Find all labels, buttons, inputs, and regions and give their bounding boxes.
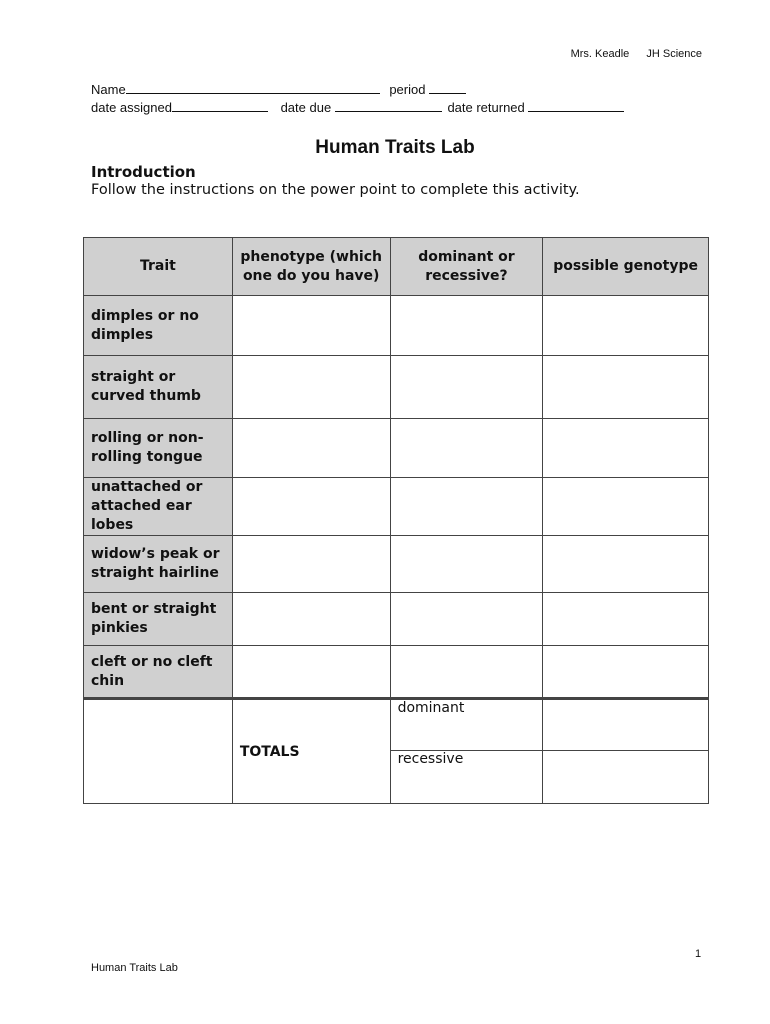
trait-label: straight or curved thumb — [84, 356, 233, 419]
header-dominant-recessive: dominant or recessive? — [390, 238, 543, 296]
header-trait: Trait — [84, 238, 233, 296]
dominance-cell[interactable] — [390, 296, 543, 356]
table-row — [84, 646, 709, 699]
trait-label: bent or straight pinkies — [84, 593, 233, 646]
trait-label: unattached or attached ear lobes — [84, 478, 233, 536]
trait-label: dimples or no dimples — [84, 296, 233, 356]
date-due-label: date due — [280, 100, 332, 115]
recessive-label: recessive — [390, 751, 543, 804]
dominant-total-cell[interactable] — [543, 699, 709, 751]
period-label: period — [389, 82, 426, 97]
table-row — [84, 419, 709, 478]
page-number: 1 — [695, 948, 702, 960]
phenotype-cell[interactable] — [232, 419, 390, 478]
dominance-cell[interactable] — [390, 646, 543, 699]
genotype-cell[interactable] — [543, 646, 709, 699]
dominance-cell[interactable] — [390, 593, 543, 646]
traits-table — [83, 237, 709, 804]
footer-title: Human Traits Lab — [91, 962, 178, 974]
totals-row-dominant — [84, 699, 709, 751]
phenotype-cell[interactable] — [232, 536, 390, 593]
name-field[interactable] — [126, 80, 380, 94]
dominance-cell[interactable] — [390, 536, 543, 593]
genotype-cell[interactable] — [543, 593, 709, 646]
dominance-cell[interactable] — [390, 356, 543, 419]
date-returned-field[interactable] — [528, 98, 624, 112]
dominance-cell[interactable] — [390, 478, 543, 536]
genotype-cell[interactable] — [543, 478, 709, 536]
dates-row — [91, 98, 624, 115]
intro-text: Follow the instructions on the power point to complete this activity. — [91, 182, 580, 198]
table-header-row — [84, 238, 709, 296]
table-row — [84, 356, 709, 419]
date-assigned-label: date assigned — [91, 100, 172, 115]
intro-heading: Introduction — [91, 163, 196, 181]
phenotype-cell[interactable] — [232, 296, 390, 356]
date-due-field[interactable] — [335, 98, 442, 112]
trait-label: rolling or non-rolling tongue — [84, 419, 233, 478]
phenotype-cell[interactable] — [232, 593, 390, 646]
trait-label: cleft or no cleft chin — [84, 646, 233, 699]
genotype-cell[interactable] — [543, 356, 709, 419]
name-period-row — [91, 80, 466, 97]
totals-label: TOTALS — [232, 699, 390, 804]
recessive-total-cell[interactable] — [543, 751, 709, 804]
phenotype-cell[interactable] — [232, 646, 390, 699]
date-assigned-field[interactable] — [172, 98, 268, 112]
table-row — [84, 593, 709, 646]
dominance-cell[interactable] — [390, 419, 543, 478]
phenotype-cell[interactable] — [232, 478, 390, 536]
phenotype-cell[interactable] — [232, 356, 390, 419]
dominant-label: dominant — [390, 699, 543, 751]
header-genotype: possible genotype — [543, 238, 709, 296]
page-title: Human Traits Lab — [315, 137, 475, 158]
period-field[interactable] — [429, 80, 466, 94]
table-row — [84, 296, 709, 356]
genotype-cell[interactable] — [543, 296, 709, 356]
genotype-cell[interactable] — [543, 419, 709, 478]
table-row — [84, 478, 709, 536]
genotype-cell[interactable] — [543, 536, 709, 593]
totals-blank-cell — [84, 699, 233, 804]
header-phenotype: phenotype (which one do you have) — [232, 238, 390, 296]
teacher-name: Mrs. Keadle — [570, 48, 630, 60]
date-returned-label: date returned — [447, 100, 525, 115]
trait-label: widow’s peak or straight hairline — [84, 536, 233, 593]
subject-name: JH Science — [646, 48, 702, 60]
table-row — [84, 536, 709, 593]
name-label: Name — [91, 82, 126, 97]
page-header — [557, 48, 702, 60]
